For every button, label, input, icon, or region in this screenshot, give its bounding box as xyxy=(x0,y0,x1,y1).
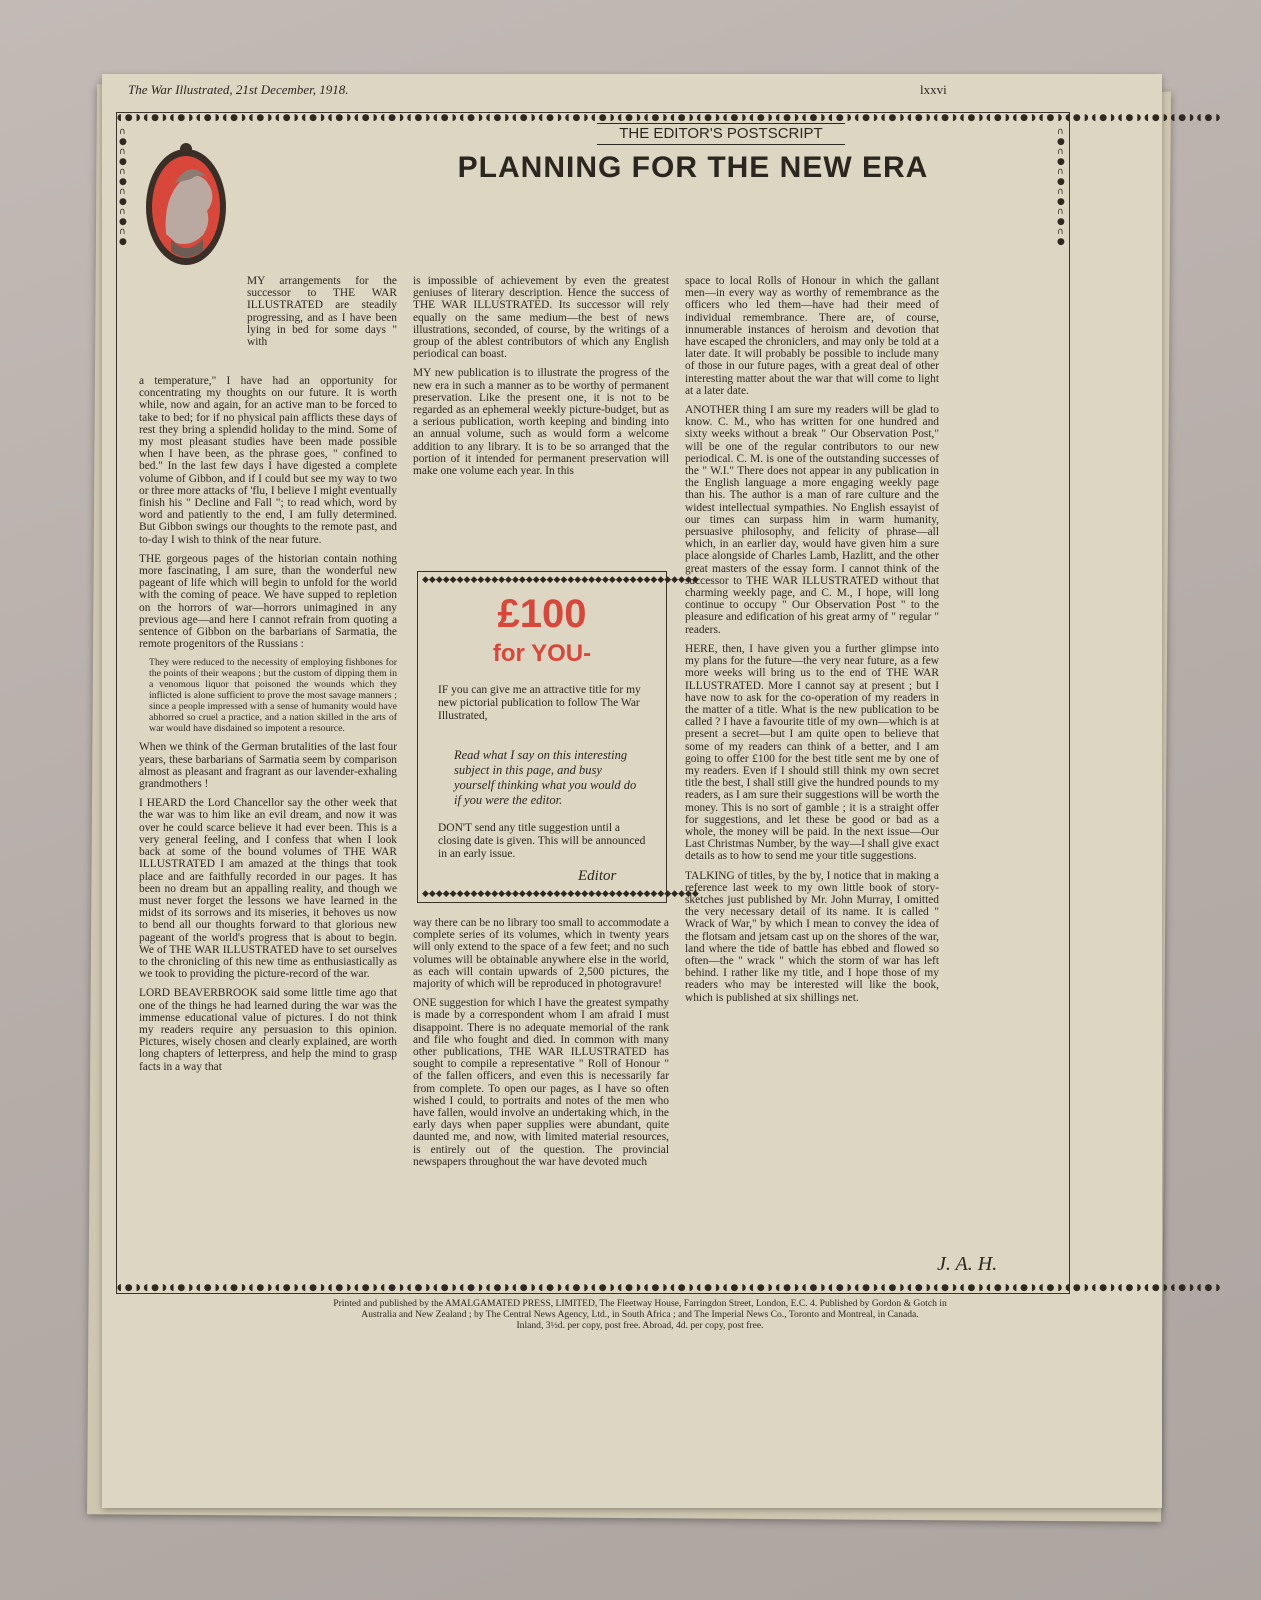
column-2-paragraph-2: MY new publication is to illustrate the progress of the new era in such a manner as to be worthy of permanent preservation. Like the present one, it is not to be regarded as an ephemeral weekly picture-budget, but as a serious publication, worth keeping and binding into an annual volume, such as would form a welcome addition to any library. It is to be so arranged that the portion of it intended for permanent preservation will make one volume each year. In this xyxy=(413,367,669,478)
column-1-paragraph-4: I HEARD the Lord Chancellor say the other week that the war was to him like an evil dream, and now it was over he could scarce believe it had ever been. This is a very general feeling, and I confess that when I look back at some of the bound volumes of THE WAR ILLUSTRATED I am amazed at the things that took place and are faithfully recorded in our pages. It has been no dream but an appalling reality, and though we must never forget the lessons we have learned in the midst of its sorrows and its miseries, it behoves us now to bend all our thoughts forward to that glorious new pageant of the world's progress that is about to begin. We of THE WAR ILLUSTRATED have to set ourselves to the chronicling of this new time as enthusiastically as we took to providing the picture-record of the war. xyxy=(139,797,397,981)
column-1-paragraph-2: THE gorgeous pages of the historian contain nothing more fascinating, I am sure, than the wonderful new pageant of life which will begin to unfold for the world with the coming of peace. We have supped to repletion on the horrors of war—horrors unimagined in any previous age—and here I cannot refrain from quoting a sentence of Gibbon on the barbarians of Sarmatia, the remote progenitors of the Russians : xyxy=(139,552,397,651)
imprint-line-3: Inland, 3½d. per copy, post free. Abroad, 4d. per copy, post free. xyxy=(516,1320,764,1331)
imprint-line-1: Printed and published by the AMALGAMATED PRESS, LIMITED, The Fleetway House, Farringdon Street, London, E.C. 4. Published by Gordon & Gotch in xyxy=(333,1298,947,1309)
promo-border-bottom: ◆◆◆◆◆◆◆◆◆◆◆◆◆◆◆◆◆◆◆◆◆◆◆◆◆◆◆◆◆◆◆◆◆◆◆◆◆◆◆◆ xyxy=(422,889,699,899)
helmeted-warrior-medallion-icon xyxy=(141,139,231,269)
prize-for-you: for YOU- xyxy=(492,640,592,667)
column-3-paragraph-2: ANOTHER thing I am sure my readers will be glad to know. C. M., who has written for one hundred and sixty weeks without a break " Our Observation Post," will be one of the regular contributors to our new periodical. C. M. is one of the outstanding successes of the " W.I." There does not appear in any publication in the English language a more engaging weekly page than his. The author is a man of rare culture and the widest intellectual sympathies. No English essayist of our times can surpass him in warm humanity, persuasive philosophy, and felicity of phrase—all which, in an earlier day, would have given him a sure place alongside of Charles Lamb, Hazlitt, and the other great masters of the essay form. I cannot think of the successor to THE WAR ILLUSTRATED without that charming weekly page, and C. M., I hope, will long continue to occupy " Our Observation Post " to the pleasure and edification of his great army of " regular " readers. xyxy=(685,404,939,636)
column-1-paragraph-3: When we think of the German brutalities of the last four years, these barbarians of Sarmatia seem by comparison almost as pleasant and fragrant as our lavender-exhaling grandmothers ! xyxy=(139,741,397,791)
promo-italic-note: Read what I say on this interesting subject in this page, and busy yourself thinking what you would do if you were the editor. xyxy=(454,748,637,807)
ornament-border-left: ∩ ● ∩ ● ∩ ● ∩ ● ∩ ● ∩ ● xyxy=(119,127,127,247)
running-head-title: The War Illustrated, 21st December, 1918. xyxy=(128,82,349,97)
column-1 xyxy=(139,375,397,1080)
column-3 xyxy=(685,275,939,1011)
prize-announcement-box xyxy=(417,571,699,903)
column-1-paragraph-5: LORD BEAVERBROOK said some little time ago that one of the things he had learned during the war was the immense educational value of pictures. I do not think my readers require any persuasion to this opinion. Pictures, wisely chosen and clearly explained, are worth long chapters of letterpress, and help the mind to grasp facts in a way that xyxy=(139,987,397,1073)
imprint-line-2: Australia and New Zealand ; by The Central News Agency, Ltd., in South Africa ; and The Imperial News Co., Toronto and Montreal, in Canada. xyxy=(361,1309,919,1320)
running-head-page-number: lxxvi xyxy=(920,82,947,97)
column-1-opening: MY arrangements for the successor to THE WAR ILLUSTRATED are steadily progressing, and as I have been lying in bed for some days " with xyxy=(247,275,397,349)
column-2-paragraph-3: way there can be no library too small to accommodate a complete series of its volumes, which in twenty years will only extend to the space of a few feet; and no such volumes will be obtainable anywhere else in the world, as each will contain upwards of 2,500 pictures, the majority of which will be reproduced in photogravure! xyxy=(413,917,669,991)
gibbon-quotation: They were reduced to the necessity of employing fishbones for the points of their weapons ; but the custom of dipping them in a venomous liquor that poisoned the wounds which they inflicted is alone sufficient to prove the most savage manners ; since a people impressed with a sense of humanity would have abhorred so cruel a practice, and a nation skilled in the arts of war would have disdained so impotent a resource. xyxy=(149,657,397,735)
column-3-paragraph-4: TALKING of titles, by the by, I notice that in making a reference last week to my own little book of story-sketches just published by Mr. John Murray, I omitted the very necessary detail of its name. It is called " Wrack of War," by which I mean to convey the idea of the flotsam and jetsam cast up on the shores of the war, land where the tide of battle has ebbed and flowed so often—the " wrack " which the storm of war has left behind. I rather like my title, and I hope those of my readers who may be interested will like the book, which is published at six shillings net. xyxy=(685,869,939,1004)
promo-signature: Editor xyxy=(578,868,617,884)
headline: PLANNING FOR THE NEW ERA xyxy=(457,151,929,184)
section-label: THE EDITOR'S POSTSCRIPT xyxy=(597,123,845,145)
promo-paragraph-1: IF you can give me an attractive title for my new pictorial publication to follow The War Illustrated, xyxy=(438,684,641,722)
column-2 xyxy=(413,275,669,484)
ornament-border-top: ◖●◗◖●◗◖●◗◖●◗◖●◗◖●◗◖●◗◖●◗◖●◗◖●◗◖●◗◖●◗◖●◗◖●◗◖●◗◖●◗◖●◗◖●◗◖●◗◖●◗◖●◗◖●◗◖●◗◖●◗◖●◗◖●◗◖●◗◖●◗◖●◗◖●◗◖●◗◖●◗◖●◗◖●◗◖●◗◖●◗◖●◗◖●◗◖●◗◖●◗◖●◗◖●◗ xyxy=(117,113,1224,123)
article-frame xyxy=(116,112,1224,1294)
promo-border-top: ◆◆◆◆◆◆◆◆◆◆◆◆◆◆◆◆◆◆◆◆◆◆◆◆◆◆◆◆◆◆◆◆◆◆◆◆◆◆◆◆ xyxy=(422,575,699,585)
ornament-border-bottom: ◖●◗◖●◗◖●◗◖●◗◖●◗◖●◗◖●◗◖●◗◖●◗◖●◗◖●◗◖●◗◖●◗◖●◗◖●◗◖●◗◖●◗◖●◗◖●◗◖●◗◖●◗◖●◗◖●◗◖●◗◖●◗◖●◗◖●◗◖●◗◖●◗◖●◗◖●◗◖●◗◖●◗◖●◗◖●◗◖●◗◖●◗◖●◗◖●◗◖●◗◖●◗◖●◗ xyxy=(117,1283,1224,1293)
column-2-continued xyxy=(413,917,669,1175)
prize-amount: £100 xyxy=(497,592,587,636)
ornament-border-right: ∩ ● ∩ ● ∩ ● ∩ ● ∩ ● ∩ ● xyxy=(1057,127,1065,247)
column-3-paragraph-3: HERE, then, I have given you a further glimpse into my plans for the future—the very near future, as a few more weeks will bring us to the end of THE WAR ILLUSTRATED. More I cannot say at present ; but I have now to ask for the co-operation of my readers in the matter of a title. What is the new publication to be called ? I have a favourite title of my own—which is at present a secret—but I am quite open to believe that some of my readers can think of a better, and I am going to offer £100 for the best title sent me by one of my readers. Even if I should still think my own secret title the best, I shall still give the hundred pounds to my readers, as I am sure their suggestions will be worth the money. This is no sort of gamble ; it is a straight offer for suggestions, and let these be good or bad as a whole, the money will be paid. In the next issue—Our Last Christmas Number, by the way—I shall give exact details as to how to send me your title suggestions. xyxy=(685,642,939,863)
column-3-paragraph-1: space to local Rolls of Honour in which the gallant men—in every way as worthy of remembrance as the officers who led them—have had their meed of individual remembrance. There are, of course, innumerable instances of heroism and devotion that have escaped the chroniclers, and may only be told at a later date. It will probably be possible to include many of those in our future pages, with a great deal of other interesting matter about the war that will come to light at a later date. xyxy=(685,275,939,397)
column-1-paragraph-1: a temperature," I have had an opportunity for concentrating my thoughts on our future. It is worth while, now and again, for an active man to be forced to take to bed; for if no physical pain afflicts these days of rest they bring a splendid holiday to the mind. Some of my most pleasant studies have been made possible when I have been, as the phrase goes, " confined to bed." In the last few days I have digested a complete volume of Gibbon, and if I could but see my way to two or three more attacks of 'flu, I believe I might eventually finish his " Decline and Fall "; to read which, word by word and patiently to the end, I am fully determined. But Gibbon swings our thoughts to the remote past, and to-day I wish to think of the near future. xyxy=(139,375,397,546)
promo-paragraph-2: DON'T send any title suggestion until a closing date is given. This will be announced in an early issue. xyxy=(438,822,646,860)
editor-signature: J. A. H. xyxy=(937,1253,998,1275)
column-2-paragraph-4: ONE suggestion for which I have the greatest sympathy is made by a correspondent whom I am afraid I must disappoint. There is no adequate memorial of the rank and file who fought and died. In common with many other publications, THE WAR ILLUSTRATED has sought to compile a representative " Roll of Honour " of the fallen officers, and even this is necessarily far from complete. To open our pages, as I have so often wished I could, to portraits and notes of the men who have fallen, would involve an undertaking which, in the early days when paper supplies were abundant, quite daunted me, and now, with limited material resources, is entirely out of the question. The provincial newspapers throughout the war have devoted much xyxy=(413,997,669,1168)
printer-imprint xyxy=(220,1298,1060,1331)
column-2-paragraph-1: is impossible of achievement by even the greatest geniuses of literary description. Hence the success of THE WAR ILLUSTRATED. Its successor will rely equally on the same medium—the best of news illustrations, seconded, of course, by the writings of a group of the ablest contributors of which any English periodical can boast. xyxy=(413,275,669,361)
